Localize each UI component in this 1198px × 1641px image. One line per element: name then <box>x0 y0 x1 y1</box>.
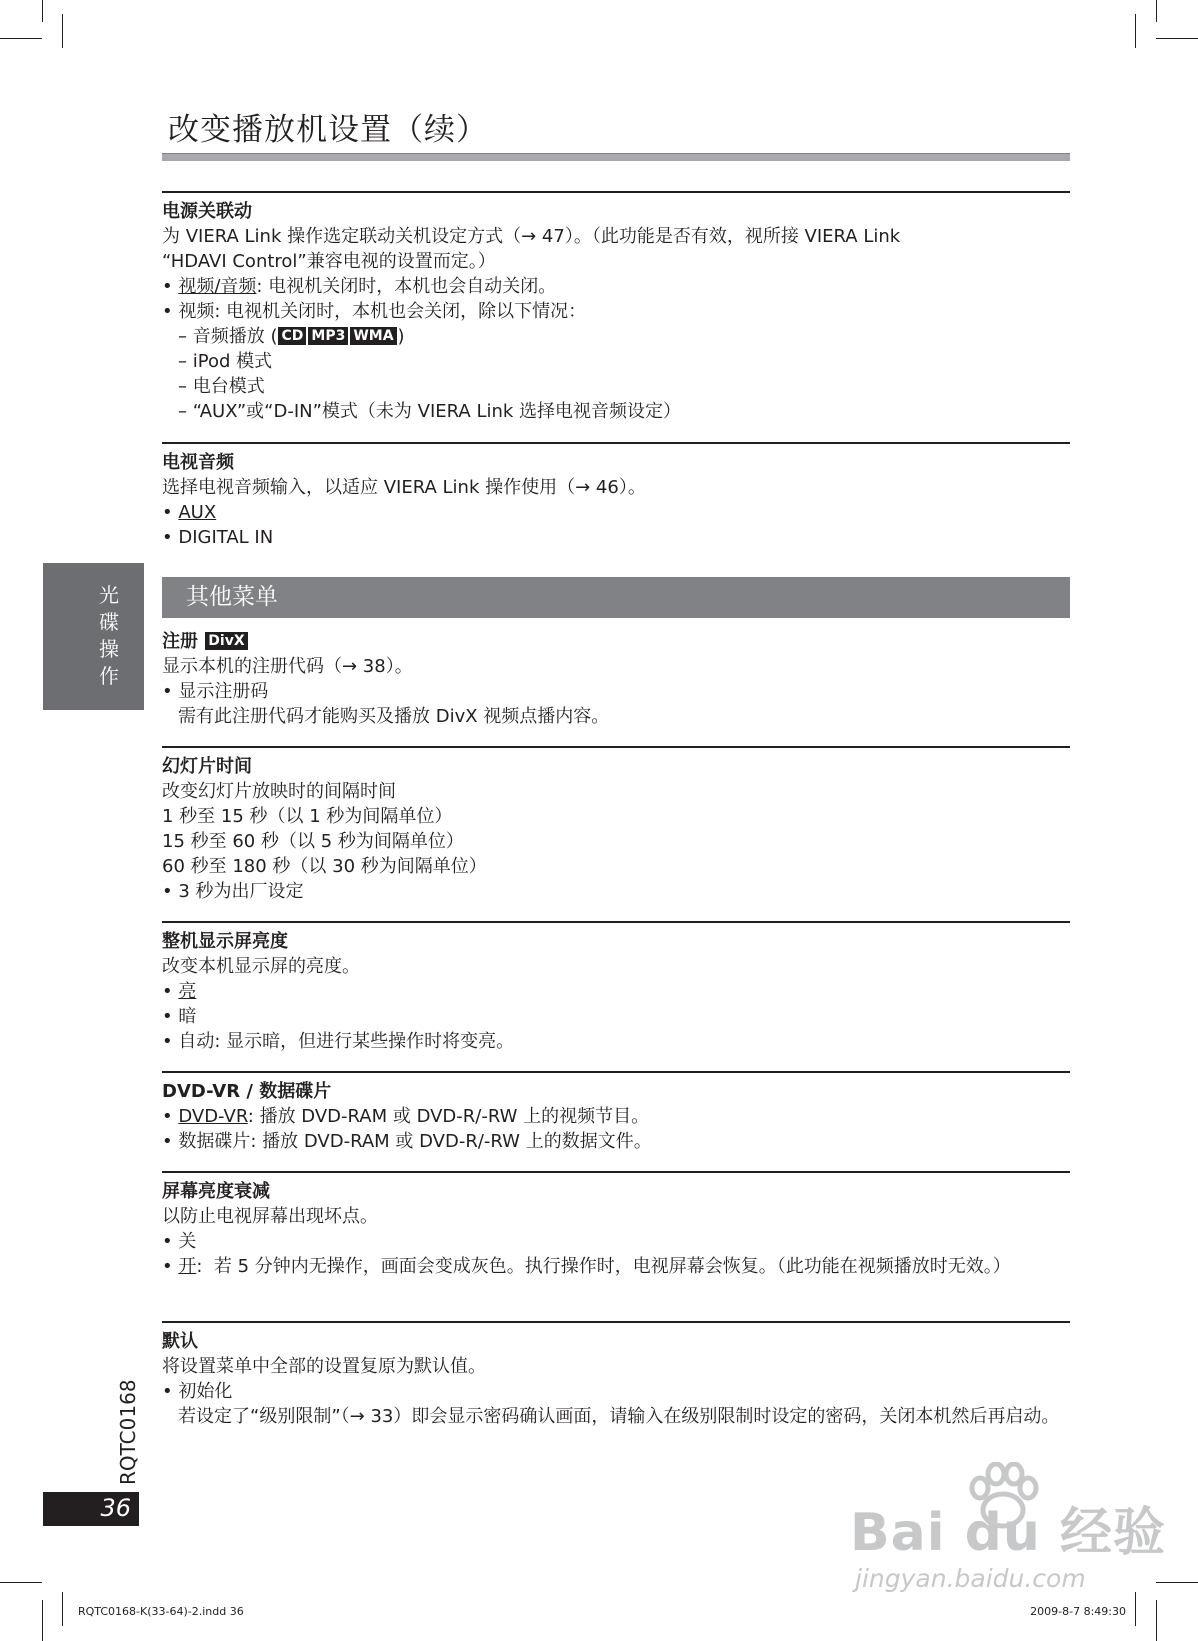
list-item: • 亮 <box>162 981 197 1002</box>
section-rule <box>162 1171 1070 1173</box>
default-option: DVD-VR <box>178 1106 248 1127</box>
footer-file: RQTC0168-K(33-64)-2.indd 36 <box>78 1605 244 1618</box>
side-tab-char: 光 <box>99 583 119 607</box>
side-tab-char: 操 <box>99 637 119 661</box>
disc-tag: WMA <box>350 327 396 345</box>
sub-item: – iPod 模式 <box>178 351 273 372</box>
default-option: 开 <box>178 1256 197 1277</box>
section-heading: 注册 DivX <box>162 629 1070 654</box>
section-register <box>162 629 1070 729</box>
section-default <box>162 1321 1070 1429</box>
section-rule <box>162 191 1070 193</box>
section-screen-saver <box>162 1171 1070 1279</box>
list-item: • 3 秒为出厂设定 <box>162 881 304 902</box>
sub-item: – “AUX”或“D-IN”模式（未为 VIERA Link 选择电视音频设定） <box>178 401 682 422</box>
default-option: 亮 <box>178 981 197 1002</box>
list-item: • 视频/音频: 电视机关闭时，本机也会自动关闭。 <box>162 276 557 297</box>
crop-mark <box>1156 1600 1157 1641</box>
section-rule <box>162 1321 1070 1323</box>
crop-mark <box>1156 0 1157 22</box>
page-title: 改变播放机设置（续） <box>168 112 488 148</box>
other-menu-header: 其他菜单 <box>162 577 1070 618</box>
page-number: 36 <box>43 1492 139 1526</box>
section-heading: 屏幕亮度衰减 <box>162 1181 270 1202</box>
default-option: 视频/音频 <box>178 276 257 297</box>
section-rule <box>162 746 1070 748</box>
list-item: • AUX <box>162 502 217 523</box>
section-slideshow <box>162 746 1070 904</box>
list-item: • 开: 若 5 分钟内无操作，画面会变成灰色。执行操作时，电视屏幕会恢复。（此功能在视频播放时无效。） <box>162 1256 1011 1277</box>
crop-mark <box>0 38 42 39</box>
section-rule <box>162 1071 1070 1073</box>
section-desc: 为 VIERA Link 操作选定联动关机设定方式（→ 47）。（此功能是否有效，视所接 VIERA Link <box>162 226 901 247</box>
crop-mark <box>1156 38 1198 39</box>
side-tab-char: 作 <box>99 664 119 688</box>
section-desc: 改变幻灯片放映时的间隔时间 <box>162 781 396 802</box>
crop-mark <box>1135 14 1136 48</box>
list-item: • 自动: 显示暗，但进行某些操作时将变亮。 <box>162 1031 515 1052</box>
section-dvd-vr <box>162 1071 1070 1154</box>
crop-mark <box>0 1582 42 1583</box>
section-rule <box>162 442 1070 444</box>
crop-mark <box>62 14 63 48</box>
section-desc: 改变本机显示屏的亮度。 <box>162 956 360 977</box>
crop-mark <box>1135 1592 1136 1626</box>
crop-mark <box>42 1600 43 1641</box>
crop-mark <box>42 0 43 22</box>
option-line: 1 秒至 15 秒（以 1 秒为间隔单位） <box>162 806 453 827</box>
section-heading: 电视音频 <box>162 452 234 473</box>
section-heading: 整机显示屏亮度 <box>162 931 288 952</box>
disc-tag: CD <box>278 327 306 345</box>
list-item: • 关 <box>162 1231 197 1252</box>
section-heading: 电源关联动 <box>162 201 252 222</box>
default-option: AUX <box>178 502 217 523</box>
crop-mark <box>1156 1582 1198 1583</box>
section-heading: DVD-VR / 数据碟片 <box>162 1081 332 1102</box>
disc-tag: MP3 <box>308 327 348 345</box>
divx-tag: DivX <box>205 632 247 650</box>
section-desc: 以防止电视屏幕出现坏点。 <box>162 1206 378 1227</box>
section-power-link <box>162 191 1070 424</box>
title-rule <box>162 153 1070 161</box>
list-subtext: 需有此注册代码才能购买及播放 DivX 视频点播内容。 <box>178 706 610 727</box>
option-line: 15 秒至 60 秒（以 5 秒为间隔单位） <box>162 831 464 852</box>
list-item: • 显示注册码 <box>162 681 269 702</box>
side-tab <box>43 563 144 710</box>
list-item: • DVD-VR: 播放 DVD-RAM 或 DVD-R/-RW 上的视频节目。 <box>162 1106 650 1127</box>
section-tv-audio <box>162 442 1070 550</box>
list-item: • 数据碟片: 播放 DVD-RAM 或 DVD-R/-RW 上的数据文件。 <box>162 1131 652 1152</box>
list-subtext: 若设定了“级别限制”（→ 33）即会显示密码确认画面，请输入在级别限制时设定的密码，关闭本机然后再启动。 <box>178 1406 1060 1427</box>
list-item: • 视频: 电视机关闭时，本机也会关闭，除以下情况： <box>162 301 587 322</box>
list-item: • 暗 <box>162 1006 197 1027</box>
watermark-brand: Bai du 经验 <box>850 1503 1166 1563</box>
crop-mark <box>62 1592 63 1626</box>
section-heading: 幻灯片时间 <box>162 756 252 777</box>
section-desc: 显示本机的注册代码（→ 38）。 <box>162 656 413 677</box>
list-item: • 初始化 <box>162 1381 233 1402</box>
footer-timestamp: 2009-8-7 8:49:30 <box>1030 1605 1126 1618</box>
side-tab-char: 碟 <box>99 610 119 634</box>
watermark-url: jingyan.baidu.com <box>855 1564 1086 1593</box>
sub-item: – 电台模式 <box>178 376 265 397</box>
section-display-brightness <box>162 921 1070 1054</box>
section-desc: 将设置菜单中全部的设置复原为默认值。 <box>162 1356 486 1377</box>
sub-item: – 音频播放 ( CD MP3 WMA ) <box>178 326 405 347</box>
list-item: • DIGITAL IN <box>162 527 274 548</box>
section-desc: 选择电视音频输入，以适应 VIERA Link 操作使用（→ 46）。 <box>162 477 646 498</box>
doc-id: RQTC0168 <box>116 1379 140 1485</box>
section-rule <box>162 921 1070 923</box>
section-desc: “HDAVI Control”兼容电视的设置而定。） <box>162 251 496 272</box>
option-line: 60 秒至 180 秒（以 30 秒为间隔单位） <box>162 856 487 877</box>
section-heading: 默认 <box>162 1331 198 1352</box>
